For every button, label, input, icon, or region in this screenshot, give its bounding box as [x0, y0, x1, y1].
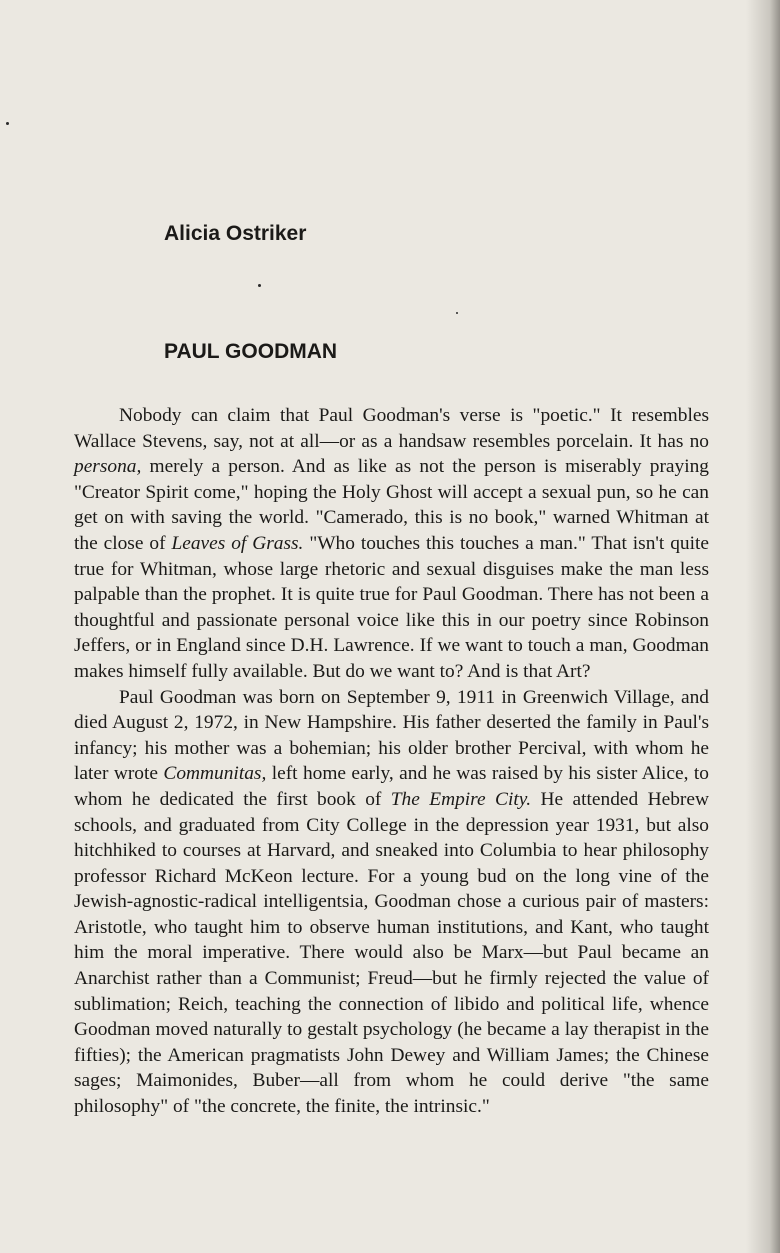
essay-body	[74, 403, 709, 1120]
text-run: He attended Hebrew schools, and graduated from City College in the depression year 1931, but also hitchhiked to courses at Harvard, and sneaked into Columbia to hear philosophy professor Richard McKeon lecture. For a young bud on the long vine of the Jewish-agnostic-radical intelligentsia, Goodman chose a curious pair of masters: Aristotle, who taught him to observe human institutions, and Kant, who taught him the moral imperative. There would also be Marx—but Paul became an Anarchist rather than a Communist; Freud—but he firmly rejected the value of sublimation; Reich, teaching the connection of libido and political life, whence Goodman moved naturally to gestalt psychology (he became a lay therapist in the fifties); the American pragmatists John Dewey and William James; the Chinese sages; Maimonides, Buber—all from whom he could derive "the same philosophy" of "the concrete, the finite, the intrinsic."	[74, 788, 709, 1118]
spine-shadow	[746, 0, 780, 1253]
text-run: Nobody can claim that Paul Goodman's verse is "poetic." It resembles Wallace Stevens, say, not at all—or as a handsaw resembles porcelain. It has no	[74, 405, 709, 452]
body-paragraph	[74, 685, 709, 1120]
speck-mark	[456, 312, 458, 314]
author-name: Alicia Ostriker	[164, 222, 307, 245]
italic-title-run: The Empire City.	[390, 788, 532, 810]
text-run: "Who touches this touches a man." That isn't quite true for Whitman, whose large rhetoric and sexual disguises make the man less palpable than the prophet. It is quite true for Paul Goodman. There has not been a thoughtful and passionate personal voice like this in our poetry since Robinson Jeffers, or in England since D.H. Lawrence. If we want to touch a man, Goodman makes himself fully available. But do we want to? And is that Art?	[74, 532, 709, 682]
essay-title: PAUL GOODMAN	[164, 340, 338, 363]
italic-title-run: persona,	[74, 456, 142, 478]
text-run: left home early, and he was raised by his sister Alice, to whom he dedicated the first book of	[74, 763, 709, 810]
italic-title-run: Leaves of Grass.	[171, 532, 304, 554]
text-run: merely a person. And as like as not the person is miserably praying "Creator Spirit come," hoping the Holy Ghost will accept a sexual pun, so he can get on with saving the world. "Camerado, this is no book," warned Whitman at the close of	[74, 456, 709, 554]
italic-title-run: Communitas,	[163, 763, 267, 785]
text-run: Paul Goodman was born on September 9, 1911 in Greenwich Village, and died August 2, 1972, in New Hampshire. His father deserted the family in Paul's infancy; his mother was a bohemian; his older brother Percival, with whom he later wrote	[74, 686, 709, 785]
speck-mark	[258, 284, 261, 287]
speck-mark	[6, 122, 9, 125]
body-paragraph	[74, 403, 709, 685]
